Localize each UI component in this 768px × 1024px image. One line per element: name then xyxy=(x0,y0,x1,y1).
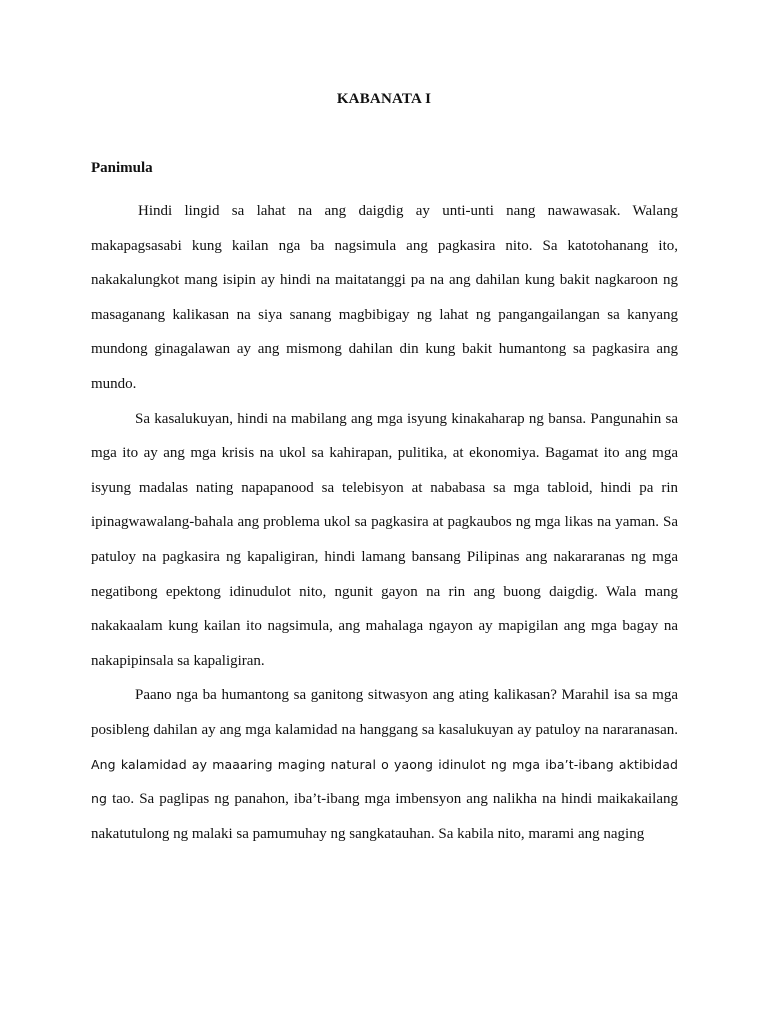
paragraph-1: Hindi lingid sa lahat na ang daigdig ay unti-unti nang nawawasak. Walang makapagsasabi kung kailan nga ba nagsimula ang pagkasira nito. Sa katotohanang ito, nakakalungkot mang isipin ay hindi na maitatanggi pa na ang dahilan kung bakit nagkaroon ng masaganang kalikasan na siya sanang magbibigay ng lahat ng pangangailangan sa kanyang mundong ginagalawan ay ang mismong dahilan din kung bakit humantong sa pagkasira ang mundo. xyxy=(91,203,678,392)
paragraph-3-sans-line: Ang kalamidad ay maaaring maging natural o yaong idinulot ng mga iba’t-ibang aktibidad ng xyxy=(91,756,678,807)
body-text xyxy=(91,194,678,851)
section-heading: Panimula xyxy=(91,160,153,176)
paragraph-3 xyxy=(91,678,678,851)
paragraph-3-part-2: tao. Sa paglipas ng panahon, iba’t-ibang mga imbensyon ang nalikha na hindi maikakailang nakatutulong ng malaki sa pamumuhay ng sangkatauhan. Sa kabila nito, marami ang naging xyxy=(91,791,678,842)
chapter-title: KABANATA I xyxy=(336,91,432,107)
paragraph-2: Sa kasalukuyan, hindi na mabilang ang mga isyung kinakaharap ng bansa. Pangunahin sa mga ito ay ang mga krisis na ukol sa kahirapan, pulitika, at ekonomiya. Bagamat ito ang mga isyung madalas nating napapanood sa telebisyon at nababasa sa mga tabloid, hindi pa rin ipinagwawalang-bahala ang problema ukol sa pagkasira at pagkaubos ng mga likas na yaman. Sa patuloy na pagkasira ng kapaligiran, hindi lamang bansang Pilipinas ang nakararanas ng mga negatibong epektong idinudulot nito, ngunit gayon na rin ang buong daigdig. Wala mang nakakaalam kung kailan ito nagsimula, ang mahalaga ngayon ay mapigilan ang mga bagay na nakapipinsala sa kapaligiran. xyxy=(91,410,678,669)
paragraph-3-part-1: Paano nga ba humantong sa ganitong sitwasyon ang ating kalikasan? Marahil isa sa mga posibleng dahilan ay ang mga kalamidad na hanggang sa kasalukuyan ay patuloy na nararanasan. xyxy=(91,687,678,738)
